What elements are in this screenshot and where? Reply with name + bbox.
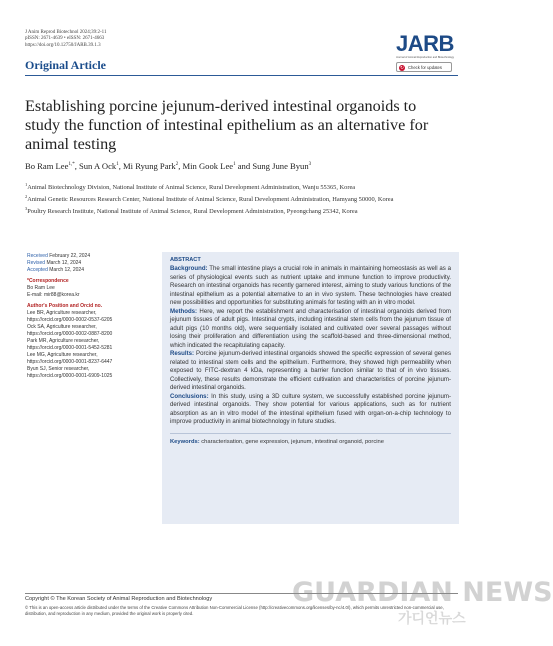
author-affiliation-number: 1,* bbox=[68, 162, 75, 168]
abstract-section-text: Here, we report the establishment and characterisation of intestinal organoids derived from jejunum tissues of adult pigs. Intestinal crypts, including intestinal stem cells from the jejunum tissue of adult pigs (10 months old), were sequentially isolated and cultivated over several passages without losing their proliferation and differentiation using the scaffold-based and three-dimensional method, which indicated the recapitulating capacity. bbox=[170, 307, 451, 349]
author-affiliation-number: 1 bbox=[116, 162, 119, 168]
article-title: Establishing porcine jejunum-derived intestinal organoids to study the function of intestinal epithelium as an alternative for animal testing bbox=[25, 97, 429, 153]
orcid-heading: Author's Position and Orcid no. bbox=[27, 303, 103, 309]
date-label: Revised bbox=[27, 260, 46, 266]
dates-block bbox=[27, 253, 155, 274]
orcid-author: Park MR, Agriculture researcher, bbox=[27, 338, 100, 344]
journal-doi[interactable]: https://doi.org/10.12750/JARB.39.1.3 bbox=[25, 42, 101, 48]
date-label: Received bbox=[27, 253, 48, 259]
author-affiliation-number: 2 bbox=[175, 162, 179, 168]
abstract-section-text: Porcine jejunum-derived intestinal organoids showed the specific expression of several genes related to intestinal stem cells and the epithelium. Furthermore, they showed high permeability when exposed to FITC-dextran 4 kDa, representing a barrier function similar to that of in vivo tissues. Collectively, these results demonstrate the efficient cultivation and characteristics of porcine jejunum-derived intestinal organoids. bbox=[170, 350, 451, 391]
date-label: Accepted bbox=[27, 267, 48, 273]
date-value: February 22, 2024 bbox=[47, 253, 91, 259]
author-affiliation-number: 1 bbox=[233, 162, 236, 168]
orcid-link[interactable]: https://orcid.org/0000-0002-0887-8200 bbox=[27, 331, 113, 337]
orcid-link[interactable]: https://orcid.org/0000-0001-6909-1025 bbox=[27, 373, 113, 379]
affiliations bbox=[25, 181, 457, 216]
journal-issn: pISSN: 2671-4639 • eISSN: 2671-4663 bbox=[25, 36, 105, 42]
license-text: © This is an open-access article distributed under the terms of the Creative Commons Attribution Non-Commercial License (http://creativecommons.org/licenses/by-nc/4.0/), which permits unrestricted non-commercial use, distribution, and reproduction in any medium, provided the original work is properly cited. bbox=[25, 605, 444, 616]
keywords-label: Keywords: bbox=[170, 438, 200, 445]
orcid-link[interactable]: https://orcid.org/0000-0001-5452-5281 bbox=[27, 345, 113, 351]
affiliation-text: Animal Biotechnology Division, National Institute of Animal Science, Rural Development Administration, Wanju 55365, Korea bbox=[27, 184, 356, 192]
orcid-link[interactable]: https://orcid.org/0000-0001-8237-6447 bbox=[27, 359, 113, 365]
correspondence-name: Bo Ram Lee bbox=[27, 285, 55, 291]
orcid-author: Lee BR, Agriculture researcher, bbox=[27, 310, 97, 316]
date-row bbox=[27, 260, 155, 267]
author-list: Bo Ram Lee$^{1,*}$, Sun A Ock$^1$, Mi Ryung Park$^2$, Min Gook Lee$^1$ and Sung June Byun$^3$ bbox=[25, 161, 312, 171]
journal-info bbox=[25, 30, 106, 49]
affiliation-text: Animal Genetic Resources Research Center, National Institute of Animal Science, Rural Development Administration, Hamyang 50000, Korea bbox=[27, 195, 394, 203]
author-name: Sung June Byun bbox=[252, 161, 309, 171]
sidebar bbox=[27, 251, 155, 380]
abstract-section-label: Conclusions: bbox=[170, 392, 209, 400]
abstract-section-text: In this study, using a 3D culture system, we successfully established porcine jejunum-derived intestinal organoids. They show potential for various applications, such as for nutrient absorption as an in vitro model of the intestinal epithelium fused with organ-on-a-chip technology to improve productivity in animal biotechnology in future studies. bbox=[170, 392, 451, 425]
abstract-section-label: Methods: bbox=[170, 307, 198, 315]
keywords bbox=[170, 438, 451, 446]
journal-logo bbox=[396, 33, 456, 59]
author-name: Sun A Ock bbox=[78, 161, 117, 171]
watermark-subtext: 가디언뉴스 bbox=[398, 611, 466, 627]
orcid-author: Ock SA, Agriculture researcher, bbox=[27, 324, 97, 330]
abstract-section bbox=[170, 265, 451, 308]
abstract-divider bbox=[170, 433, 451, 434]
check-updates-button[interactable] bbox=[396, 62, 452, 72]
abstract-section bbox=[170, 308, 451, 351]
correspondence-email[interactable]: E-mail: mir88@korea.kr bbox=[27, 292, 80, 298]
abstract-section-text: The small intestine plays a crucial role in animals in maintaining homeostasis as well as a series of physiological events such as nutrient uptake and immune function to improve productivity. Research on intestinal organoids has recently garnered interest, aiming to study various functions of the intestinal epithelium as a potential alternative to an in vivo system. These technologies have created new possibilities and opportunities for substituting animals for testing with an in vitro model. bbox=[170, 265, 451, 306]
journal-name: J Anim Reprod Biotechnol 2024;39:2-11 bbox=[25, 30, 107, 35]
affiliation-item bbox=[25, 181, 457, 193]
footer-rule bbox=[25, 593, 458, 594]
abstract-section-label: Background: bbox=[170, 265, 208, 272]
affiliation-text: Poultry Research Institute, National Institute of Animal Science, Rural Development Administration, Pyeongchang 25342, Korea bbox=[27, 207, 358, 215]
affiliation-item bbox=[25, 193, 457, 205]
affiliation-item bbox=[25, 205, 457, 217]
keywords-text: characterisation, gene expression, jejunum, intestinal organoid, porcine bbox=[201, 438, 384, 445]
affiliation-number: 3 bbox=[25, 205, 28, 211]
orcid-author: Lee MG, Agriculture researcher, bbox=[27, 352, 98, 358]
header-rule bbox=[25, 75, 458, 76]
orcid-link[interactable]: https://orcid.org/0000-0002-0537-6205 bbox=[27, 317, 113, 323]
article-type: Original Article bbox=[25, 58, 106, 72]
affiliation-number: 2 bbox=[25, 193, 28, 199]
abstract-section bbox=[170, 393, 451, 427]
abstract-box bbox=[162, 252, 459, 524]
author-name: Bo Ram Lee bbox=[25, 161, 69, 171]
date-value: March 12, 2024 bbox=[45, 260, 82, 266]
abstract-heading: ABSTRACT bbox=[170, 257, 201, 263]
logo-text: JARB bbox=[396, 31, 454, 56]
author-name: Min Gook Lee bbox=[182, 161, 234, 171]
check-updates-icon: ↻ bbox=[400, 64, 404, 70]
correspondence-heading: *Correspondence bbox=[27, 278, 69, 284]
logo-subtitle: Journal of Animal Reproduction and Biotechnology bbox=[396, 56, 455, 59]
date-row bbox=[27, 253, 155, 260]
abstract-section-label: Results: bbox=[170, 350, 195, 357]
orcid-author: Byun SJ, Senior researcher, bbox=[27, 366, 90, 372]
abstract-sections bbox=[170, 265, 451, 427]
copyright: Copyright © The Korean Society of Animal Reproduction and Biotechnology bbox=[25, 596, 213, 602]
orcid-list bbox=[27, 310, 155, 380]
date-row bbox=[27, 267, 155, 274]
abstract-section bbox=[170, 350, 451, 393]
affiliation-number: 1 bbox=[25, 182, 28, 187]
watermark-text: GUARDIAN NEWS bbox=[292, 577, 553, 608]
check-updates-label: Check for updates bbox=[408, 65, 442, 70]
date-value: March 12, 2024 bbox=[47, 267, 84, 273]
author-affiliation-number: 3 bbox=[308, 162, 312, 168]
author-name: Mi Ryung Park bbox=[123, 161, 176, 171]
